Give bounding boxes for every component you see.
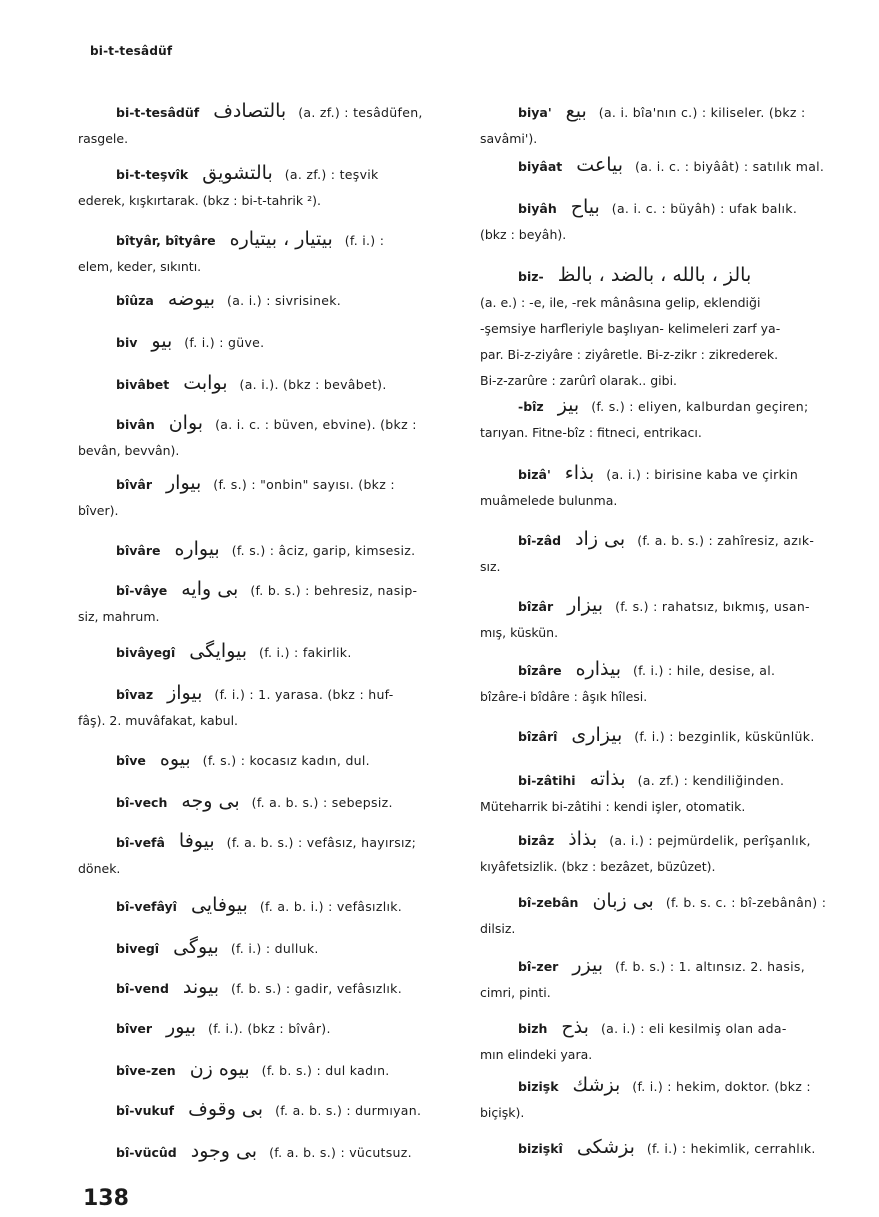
entry-definition: (a. i. bîa'nın c.) : kiliseler. (bkz : xyxy=(598,105,806,120)
entry-definition: (f. i.) : hile, desise, al. xyxy=(633,663,776,678)
left-entry xyxy=(78,160,379,214)
entry-continuation: savâmi'). xyxy=(480,131,538,146)
left-entry xyxy=(116,934,319,962)
entry-arabic-script: بى وقوف xyxy=(188,1098,264,1120)
entry-definition: (f. i.) : hekim, doktor. (bkz : xyxy=(632,1079,811,1094)
entry-arabic-script: بذاته xyxy=(589,768,626,790)
right-entry xyxy=(480,392,809,446)
right-entry xyxy=(480,656,776,710)
entry-definition: (a. i.) : eli kesilmiş olan ada- xyxy=(600,1021,787,1036)
left-entry xyxy=(116,1014,331,1042)
entry-continuation: fâş). 2. muvâfakat, kabul. xyxy=(78,713,239,728)
right-entry xyxy=(518,1134,816,1162)
entry-headword: bî-vefâyî xyxy=(116,899,177,914)
entry-headword: bî-vefâ xyxy=(116,835,165,850)
right-entry xyxy=(480,592,810,646)
entry-headword: bîvaz xyxy=(116,687,154,702)
left-entry xyxy=(116,286,341,314)
left-entry xyxy=(78,470,395,524)
entry-continuation: tarıyan. Fitne-bîz : fitneci, entrikacı. xyxy=(480,425,702,440)
entry-definition: (f. b. s.) : dul kadın. xyxy=(261,1063,390,1078)
entry-headword: bî-vech xyxy=(116,795,168,810)
entry-headword: bivegî xyxy=(116,941,160,956)
entry-headword: -bîz xyxy=(518,399,544,414)
entry-continuation: siz, mahrum. xyxy=(78,609,160,624)
entry-definition: (f. i.) : güve. xyxy=(184,335,265,350)
entry-definition: (f. a. b. s.) : vefâsız, hayırsız; xyxy=(226,835,417,850)
entry-definition: (f. i.) : fakirlik. xyxy=(259,645,352,660)
entry-headword: bivâyegî xyxy=(116,645,176,660)
entry-headword: bî-vâye xyxy=(116,583,168,598)
entry-continuation: (a. e.) : -e, ile, -rek mânâsına gelip, eklendiği xyxy=(480,295,761,310)
entry-arabic-script: بالتصادف xyxy=(213,100,287,122)
left-entry xyxy=(116,370,387,398)
entry-continuation: Bi-z-zarûre : zarûrî olarak.. gibi. xyxy=(480,373,678,388)
entry-headword: bivân xyxy=(116,417,155,432)
entry-arabic-script: بيواره xyxy=(174,538,220,560)
entry-arabic-script: بيوه xyxy=(159,748,191,770)
left-entry xyxy=(78,576,418,630)
entry-arabic-script: بيزارى xyxy=(571,724,623,746)
entry-definition: (f. i.) : hekimlik, cerrahlık. xyxy=(646,1141,816,1156)
entry-arabic-script: بذاذ xyxy=(568,828,598,850)
entry-headword: bi-t-tesâdüf xyxy=(116,105,200,120)
entry-headword: biv xyxy=(116,335,138,350)
left-entry xyxy=(78,410,417,464)
entry-arabic-script: بيز xyxy=(557,394,580,416)
entry-definition: (f. i.) : xyxy=(344,233,385,248)
right-entry xyxy=(480,1014,787,1068)
left-entry xyxy=(116,328,264,356)
entry-definition: (f. b. s.) : 1. altınsız. 2. hasis, xyxy=(615,959,806,974)
entry-definition: (f. a. b. i.) : vefâsızlık. xyxy=(259,899,403,914)
entry-continuation: biçişk). xyxy=(480,1105,525,1120)
right-entry xyxy=(480,460,799,514)
right-entry xyxy=(518,152,824,180)
entry-arabic-script: بيوه زن xyxy=(189,1058,250,1080)
entry-continuation: bîzâre-i bîdâre : âşık hîlesi. xyxy=(480,689,648,704)
entry-definition: (f. b. s.) : gadir, vefâsızlık. xyxy=(231,981,402,996)
left-entry xyxy=(78,226,385,280)
entry-arabic-script: بيوضه xyxy=(167,288,216,310)
entry-definition: (f. s.) : "onbin" sayısı. (bkz : xyxy=(213,477,395,492)
entry-definition: (a. zf.) : kendiliğinden. xyxy=(637,773,785,788)
left-entry xyxy=(78,680,394,734)
entry-arabic-script: بوابت xyxy=(183,372,228,394)
entry-arabic-script: بذح xyxy=(561,1016,589,1038)
entry-headword: biya' xyxy=(518,105,552,120)
entry-definition: (a. i. c. : büyâh) : ufak balık. xyxy=(611,201,798,216)
left-entry xyxy=(116,788,393,816)
entry-headword: bî-vukuf xyxy=(116,1103,175,1118)
right-entry xyxy=(480,826,811,880)
entry-headword: bi-t-teşvîk xyxy=(116,167,189,182)
entry-arabic-script: بيوفا xyxy=(178,830,215,852)
entry-definition: (f. a. b. s.) : zahîresiz, azık- xyxy=(637,533,815,548)
entry-continuation: bevân, bevvân). xyxy=(78,443,180,458)
entry-arabic-script: بيوار xyxy=(165,472,202,494)
entry-arabic-script: بى زبان xyxy=(592,890,654,912)
entry-arabic-script: بيور xyxy=(166,1016,197,1038)
entry-arabic-script: بالتشويق xyxy=(202,162,273,184)
entry-headword: bizâ' xyxy=(518,467,551,482)
right-entry xyxy=(480,98,806,152)
entry-headword: biyâat xyxy=(518,159,563,174)
entry-headword: bî-vücûd xyxy=(116,1145,177,1160)
right-entry xyxy=(480,952,806,1006)
right-entry xyxy=(480,1072,811,1126)
entry-definition: (f. s.) : eliyen, kalburdan geçiren; xyxy=(591,399,809,414)
entry-headword: bîzâr xyxy=(518,599,554,614)
entry-headword: bî-zebân xyxy=(518,895,579,910)
right-entry xyxy=(480,526,815,580)
entry-arabic-script: بيوند xyxy=(182,976,220,998)
entry-definition: (f. b. s.) : behresiz, nasip- xyxy=(250,583,418,598)
right-entry xyxy=(480,194,798,248)
entry-continuation: (bkz : beyâh). xyxy=(480,227,567,242)
entry-continuation: elem, keder, sıkıntı. xyxy=(78,259,202,274)
entry-arabic-script: بيع xyxy=(565,100,587,122)
right-entry xyxy=(480,262,781,394)
entry-definition: (f. b. s. c. : bî-zebânân) : xyxy=(665,895,827,910)
entry-definition: (a. i.) : pejmürdelik, perîşanlık, xyxy=(609,833,811,848)
entry-headword: bî-vend xyxy=(116,981,169,996)
entry-arabic-script: بيذاره xyxy=(575,658,621,680)
left-entry xyxy=(116,746,370,774)
entry-arabic-script: بزشك xyxy=(572,1074,621,1096)
entry-headword: bizişkî xyxy=(518,1141,563,1156)
entry-arabic-script: بالز ، بالله ، بالضد ، بالظ xyxy=(557,264,752,286)
left-entry xyxy=(116,638,352,666)
entry-headword: bî-zer xyxy=(518,959,559,974)
entry-definition: (f. a. b. s.) : vücutsuz. xyxy=(269,1145,412,1160)
running-head: bi-t-tesâdüf xyxy=(90,44,173,58)
entry-continuation: dönek. xyxy=(78,861,121,876)
entry-definition: (f. i.) : 1. yarasa. (bkz : huf- xyxy=(214,687,394,702)
entry-arabic-script: بى وايه xyxy=(181,578,239,600)
entry-headword: bizişk xyxy=(518,1079,559,1094)
entry-arabic-script: بيواز xyxy=(167,682,203,704)
entry-arabic-script: بيزر xyxy=(572,954,604,976)
entry-headword: bivâbet xyxy=(116,377,170,392)
left-entry xyxy=(116,892,402,920)
left-entry xyxy=(116,536,415,564)
entry-definition: (f. i.) : dulluk. xyxy=(230,941,319,956)
right-entry xyxy=(480,766,785,820)
left-entry xyxy=(78,98,423,152)
left-entry xyxy=(116,1138,412,1166)
entry-arabic-script: بى وجه xyxy=(181,790,240,812)
entry-definition: (f. a. b. s.) : sebepsiz. xyxy=(251,795,393,810)
entry-definition: (a. zf.) : teşvik xyxy=(284,167,379,182)
entry-definition: (a. zf.) : tesâdüfen, xyxy=(298,105,423,120)
entry-continuation: rasgele. xyxy=(78,131,129,146)
entry-definition: (a. i. c. : büven, ebvine). (bkz : xyxy=(215,417,417,432)
entry-headword: bîve-zen xyxy=(116,1063,176,1078)
entry-arabic-script: بيتيار ، بيتياره xyxy=(229,228,333,250)
entry-arabic-script: بى زاد xyxy=(575,528,626,550)
entry-definition: (a. i.) : sivrisinek. xyxy=(227,293,342,308)
entry-continuation: mış, küskün. xyxy=(480,625,559,640)
entry-continuation: -şemsiye harfleriyle başlıyan- kelimeleri zarf ya- xyxy=(480,321,781,336)
entry-headword: bîve xyxy=(116,753,146,768)
entry-headword: bizâz xyxy=(518,833,555,848)
entry-continuation: cimri, pinti. xyxy=(480,985,551,1000)
entry-continuation: dilsiz. xyxy=(480,921,516,936)
entry-continuation: bîver). xyxy=(78,503,119,518)
entry-definition: (f. s.) : âciz, garip, kimsesiz. xyxy=(231,543,416,558)
entry-definition: (f. s.) : kocasız kadın, dul. xyxy=(202,753,370,768)
left-entry xyxy=(116,1096,421,1124)
entry-definition: (a. i.). (bkz : bevâbet). xyxy=(239,377,387,392)
entry-continuation: muâmelede bulunma. xyxy=(480,493,618,508)
entry-headword: bîzârî xyxy=(518,729,558,744)
entry-arabic-script: بذاء xyxy=(564,462,595,484)
entry-continuation: mın elindeki yara. xyxy=(480,1047,593,1062)
left-entry xyxy=(116,974,402,1002)
entry-headword: bîtyâr, bîtyâre xyxy=(116,233,216,248)
entry-arabic-script: بياح xyxy=(570,196,600,218)
entry-arabic-script: بوان xyxy=(168,412,204,434)
left-entry xyxy=(78,828,417,882)
entry-headword: bîvâre xyxy=(116,543,161,558)
page-number: 138 xyxy=(83,1186,129,1211)
entry-continuation: sız. xyxy=(480,559,501,574)
entry-continuation: par. Bi-z-ziyâre : ziyâretle. Bi-z-zikr : zikrederek. xyxy=(480,347,779,362)
entry-definition: (a. i.) : birisine kaba ve çirkin xyxy=(606,467,799,482)
entry-arabic-script: بيوايگى xyxy=(189,640,248,662)
entry-definition: (f. s.) : rahatsız, bıkmış, usan- xyxy=(615,599,810,614)
entry-arabic-script: بيو xyxy=(151,330,173,352)
left-entry xyxy=(116,1056,390,1084)
entry-headword: bi-zâtihi xyxy=(518,773,576,788)
entry-headword: biyâh xyxy=(518,201,557,216)
entry-arabic-script: بى وجود xyxy=(190,1140,258,1162)
entry-arabic-script: بيوگى xyxy=(173,936,219,958)
right-entry xyxy=(480,888,827,942)
entry-headword: bîver xyxy=(116,1021,153,1036)
entry-definition: (f. i.) : bezginlik, küskünlük. xyxy=(634,729,815,744)
entry-headword: bizh xyxy=(518,1021,548,1036)
entry-continuation: ederek, kışkırtarak. (bkz : bi-t-tahrik ²). xyxy=(78,193,321,208)
entry-headword: biz- xyxy=(518,269,544,284)
entry-continuation: Müteharrik bi-zâtihi : kendi işler, otomatik. xyxy=(480,799,746,814)
entry-headword: bîûza xyxy=(116,293,154,308)
entry-headword: bîvâr xyxy=(116,477,152,492)
entry-continuation: kıyâfetsizlik. (bkz : bezâzet, büzûzet). xyxy=(480,859,716,874)
right-entry xyxy=(518,722,815,750)
entry-arabic-script: بياعت xyxy=(576,154,624,176)
entry-arabic-script: بزشكى xyxy=(576,1136,635,1158)
entry-headword: bîzâre xyxy=(518,663,562,678)
entry-headword: bî-zâd xyxy=(518,533,562,548)
entry-definition: (f. i.). (bkz : bîvâr). xyxy=(208,1021,331,1036)
entry-arabic-script: بيزار xyxy=(567,594,604,616)
entry-arabic-script: بيوفايى xyxy=(190,894,248,916)
entry-definition: (f. a. b. s.) : durmıyan. xyxy=(275,1103,422,1118)
entry-definition: (a. i. c. : biyâât) : satılık mal. xyxy=(635,159,825,174)
